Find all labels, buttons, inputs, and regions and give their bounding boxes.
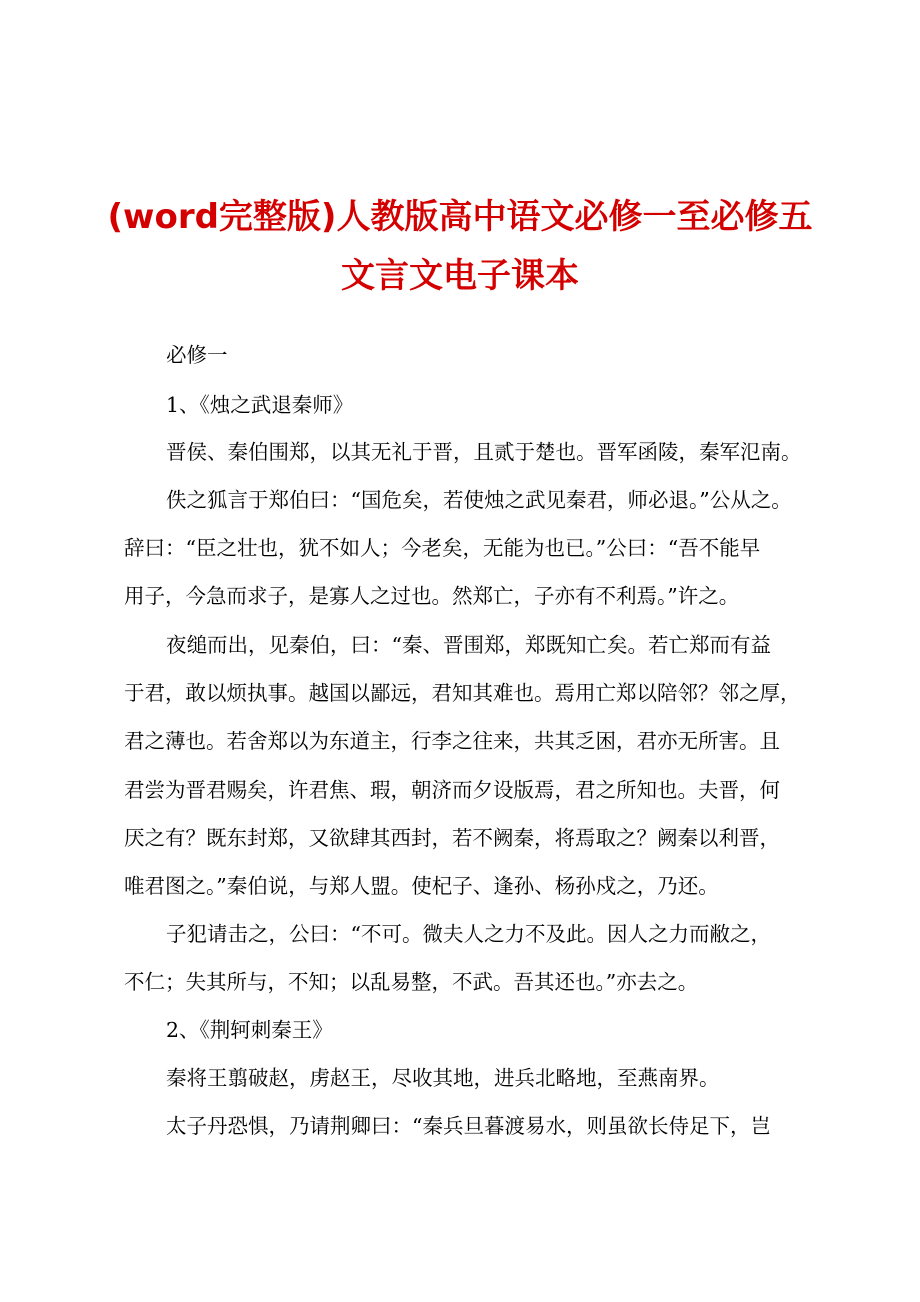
document-title-line-1: (word完整版)人教版高中语文必修一至必修五	[107, 197, 813, 237]
lesson-1-line: 君之薄也。若舍郑以为东道主，行李之往来，共其乏困，君亦无所害。且	[124, 729, 780, 753]
lesson-2-line: 太子丹恐惧，乃请荆卿曰：“秦兵旦暮渡易水，则虽欲长侍足下，岂	[166, 1114, 771, 1138]
lesson-1-line: 子犯请击之，公曰：“不可。微夫人之力不及此。因人之力而敝之，	[166, 922, 771, 946]
lesson-1-heading: 1、《烛之武退秦师》	[166, 393, 354, 417]
lesson-1-line: 辞曰：“臣之壮也，犹不如人；今老矣，无能为也已。”公曰：“吾不能早	[124, 536, 761, 560]
lesson-1-line: 于君，敢以烦执事。越国以鄙远，君知其难也。焉用亡郑以陪邻？邻之厚，	[124, 681, 801, 705]
lesson-2-heading: 2、《荆轲刺秦王》	[166, 1018, 333, 1042]
lesson-1-line: 不仁；失其所与，不知；以乱易整，不武。吾其还也。”亦去之。	[124, 970, 699, 994]
lesson-1-line: 唯君图之。”秦伯说，与郑人盟。使杞子、逢孙、杨孙戍之，乃还。	[124, 874, 719, 898]
lesson-1-line: 夜缒而出，见秦伯，曰：“秦、晋围郑，郑既知亡矣。若亡郑而有益	[166, 633, 771, 657]
lesson-1-line: 佚之狐言于郑伯曰：“国危矣，若使烛之武见秦君，师必退。”公从之。	[166, 488, 792, 512]
lesson-2-line: 秦将王翦破赵，虏赵王，尽收其地，进兵北略地，至燕南界。	[166, 1066, 720, 1090]
section-heading: 必修一	[166, 343, 228, 367]
document-title-line-2: 文言文电子课本	[341, 256, 579, 296]
lesson-1-line: 用子，今急而求子，是寡人之过也。然郑亡，子亦有不利焉。”许之。	[124, 584, 740, 608]
lesson-1-line: 厌之有？既东封郑，又欲肆其西封，若不阙秦，将焉取之？阙秦以利晋，	[124, 826, 780, 850]
lesson-1-line: 君尝为晋君赐矣，许君焦、瑕，朝济而夕设版焉，君之所知也。夫晋，何	[124, 778, 780, 802]
lesson-1-line: 晋侯、秦伯围郑，以其无礼于晋，且贰于楚也。晋军函陵，秦军氾南。	[166, 440, 802, 464]
